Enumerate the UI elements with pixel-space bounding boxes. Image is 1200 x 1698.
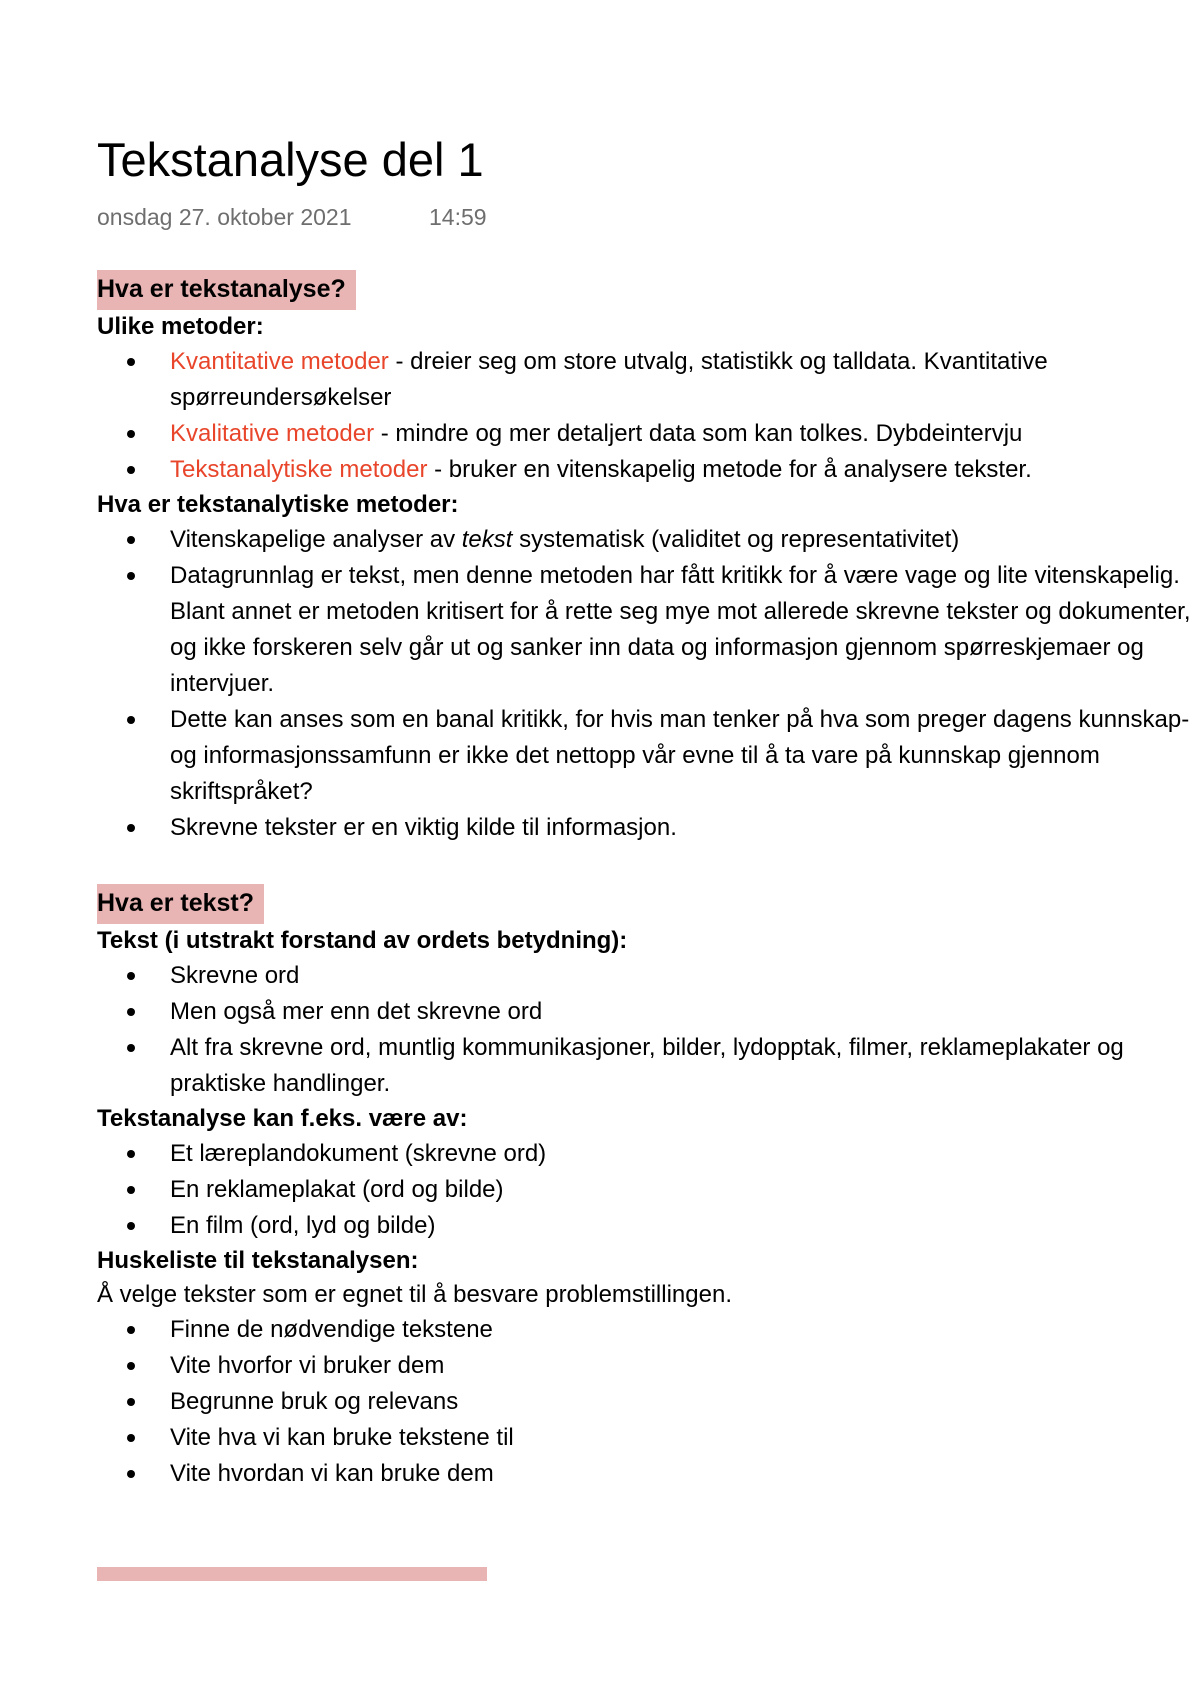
list-text: Skrevne tekster er en viktig kilde til informasjon. <box>170 814 677 841</box>
list-text: Dette kan anses som en banal kritikk, for hvis man tenker på hva som preger dagens kunnskap- og informasjonssamfunn er ikke det nettopp vår evne til å ta vare på kunnskap gjennom skriftspråket? <box>170 706 1190 805</box>
list-item <box>97 344 1200 416</box>
list-item <box>97 416 1200 452</box>
methods-list <box>97 344 1200 488</box>
eksempler-list <box>97 1136 1200 1244</box>
list-text: Finne de nødvendige tekstene <box>170 1316 493 1343</box>
spacer <box>97 846 1200 884</box>
list-text: Vite hvordan vi kan bruke dem <box>170 1460 494 1487</box>
page-content <box>97 270 1200 1492</box>
list-item <box>97 1456 1200 1492</box>
bullet-icon <box>127 824 135 832</box>
bullet-icon <box>127 358 135 366</box>
list-text: Alt fra skrevne ord, muntlig kommunikasjoner, bilder, lydopptak, filmer, reklameplakater og praktiske handlinger. <box>170 1034 1124 1097</box>
huskeliste-list <box>97 1312 1200 1492</box>
section-heading-cut-off <box>97 1567 487 1581</box>
list-text: Et læreplandokument (skrevne ord) <box>170 1140 547 1167</box>
tekst-list <box>97 958 1200 1102</box>
list-item <box>97 810 1200 846</box>
method-desc: - dreier seg om store utvalg, statistikk og talldata. Kvantitative spørreundersøkelser <box>170 348 1048 411</box>
page-date: onsdag 27. oktober 2021 <box>97 204 352 230</box>
bullet-icon <box>127 1150 135 1158</box>
list-item <box>97 1172 1200 1208</box>
list-text: En reklameplakat (ord og bilde) <box>170 1176 504 1203</box>
list-item <box>97 558 1200 702</box>
bullet-icon <box>127 1398 135 1406</box>
list-item <box>97 522 1200 558</box>
list-item <box>97 1312 1200 1348</box>
list-item <box>97 1384 1200 1420</box>
list-text: systematisk (validitet og representativitet) <box>512 526 960 553</box>
bullet-icon <box>127 1326 135 1334</box>
section-heading-tekst: Hva er tekst? <box>97 884 264 924</box>
emphasis-text: tekst <box>461 526 513 553</box>
list-item <box>97 1030 1200 1102</box>
list-item <box>97 452 1200 488</box>
bullet-icon <box>127 716 135 724</box>
bullet-icon <box>127 430 135 438</box>
bullet-icon <box>127 466 135 474</box>
subheading-ulike-metoder: Ulike metoder: <box>97 313 264 340</box>
method-term: Tekstanalytiske metoder <box>170 456 428 483</box>
list-item <box>97 1208 1200 1244</box>
list-text: Vitenskapelige analyser av <box>170 526 462 553</box>
bullet-icon <box>127 1008 135 1016</box>
bullet-icon <box>127 1044 135 1052</box>
list-item <box>97 1420 1200 1456</box>
bullet-icon <box>127 972 135 980</box>
subheading-tekstanalytiske-metoder: Hva er tekstanalytiske metoder: <box>97 491 459 518</box>
list-text: Begrunne bruk og relevans <box>170 1388 459 1415</box>
method-term: Kvantitative metoder <box>170 348 389 375</box>
list-item <box>97 994 1200 1030</box>
bullet-icon <box>127 536 135 544</box>
list-item <box>97 958 1200 994</box>
huskeliste-intro: Å velge tekster som er egnet til å besvare problemstillingen. <box>97 1281 732 1308</box>
list-item <box>97 1348 1200 1384</box>
method-desc: - bruker en vitenskapelig metode for å analysere tekster. <box>427 456 1032 483</box>
tekstanalytiske-list <box>97 522 1200 846</box>
bullet-icon <box>127 1434 135 1442</box>
bullet-icon <box>127 1470 135 1478</box>
bullet-icon <box>127 572 135 580</box>
list-text: Men også mer enn det skrevne ord <box>170 998 543 1025</box>
method-term: Kvalitative metoder <box>170 420 375 447</box>
page-title: Tekstanalyse del 1 <box>97 133 484 186</box>
bullet-icon <box>127 1222 135 1230</box>
list-text: En film (ord, lyd og bilde) <box>170 1212 436 1239</box>
section-heading-tekstanalyse: Hva er tekstanalyse? <box>97 270 356 310</box>
list-text: Datagrunnlag er tekst, men denne metoden har fått kritikk for å være vage og lite vitenskapelig. Blant annet er metoden kritisert for å rette seg mye mot allerede skrevne tekster og dokumenter, og ikke forskeren selv går ut og sanker inn data og informasjon gjennom spørreskjemaer og intervjuer. <box>170 562 1191 697</box>
list-item <box>97 1136 1200 1172</box>
page-time: 14:59 <box>429 204 487 230</box>
list-text: Vite hvorfor vi bruker dem <box>170 1352 445 1379</box>
list-item <box>97 702 1200 810</box>
subheading-huskeliste: Huskeliste til tekstanalysen: <box>97 1247 419 1274</box>
bullet-icon <box>127 1186 135 1194</box>
subheading-tekst-forstand: Tekst (i utstrakt forstand av ordets betydning): <box>97 927 628 954</box>
list-text: Vite hva vi kan bruke tekstene til <box>170 1424 514 1451</box>
bullet-icon <box>127 1362 135 1370</box>
page-meta <box>97 204 487 231</box>
subheading-tekstanalyse-eksempler: Tekstanalyse kan f.eks. være av: <box>97 1105 468 1132</box>
list-text: Skrevne ord <box>170 962 300 989</box>
method-desc: - mindre og mer detaljert data som kan tolkes. Dybdeintervju <box>374 420 1023 447</box>
